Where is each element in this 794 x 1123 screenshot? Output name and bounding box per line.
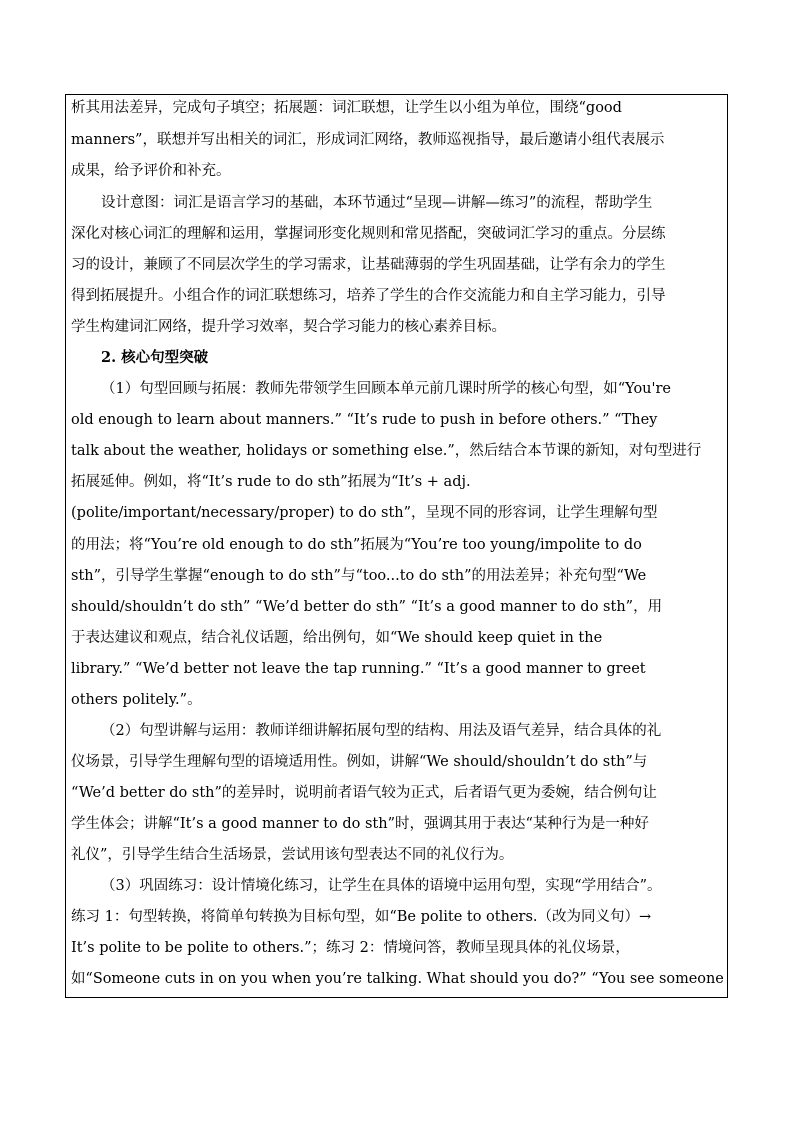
text-line: 深化对核心词汇的理解和运用，掌握词形变化规则和常见搭配，突破词汇学习的重点。分层练 <box>71 226 666 242</box>
text-line: manners”，联想并写出相关的词汇，形成词汇网络，教师巡视指导，最后邀请小组代表展示 <box>71 132 665 148</box>
text-line: 得到拓展提升。小组合作的词汇联想练习，培养了学生的合作交流能力和自主学习能力，引导 <box>71 288 666 304</box>
text-line: 析其用法差异，完成句子填空；拓展题：词汇联想，让学生以小组为单位，围绕“good <box>71 100 622 116</box>
section-heading-core-sentence-patterns: 2. 核心句型突破 <box>101 349 209 366</box>
text-line: “We’d better do sth”的差异时，说明前者语气较为正式，后者语气更为委婉，结合例句让 <box>71 785 657 801</box>
text-line: 成果，给予评价和补充。 <box>71 163 231 179</box>
text-line: talk about the weather, holidays or something else.”，然后结合本节课的新知，对句型进行 <box>71 443 702 459</box>
text-line: (polite/important/necessary/proper) to do sth”，呈现不同的形容词，让学生理解句型 <box>71 505 658 521</box>
text-line: others politely.”。 <box>71 692 202 708</box>
sentence-review-paragraph-line: （1）句型回顾与拓展：教师先带领学生回顾本单元前几课时所学的核心句型，如“You're <box>101 381 672 397</box>
text-line: It’s polite to be polite to others.”；练习 2：情境问答，教师呈现具体的礼仪场景， <box>71 940 630 956</box>
text-line: 仪场景，引导学生理解句型的语境适用性。例如，讲解“We should/shouldn’t do sth”与 <box>71 754 648 770</box>
design-intent-paragraph-line: 设计意图：词汇是语言学习的基础，本环节通过“呈现—讲解—练习”的流程，帮助学生 <box>101 195 653 211</box>
text-line: 如“Someone cuts in on you when you’re talking. What should you do?” “You see someone <box>71 971 724 987</box>
text-line: should/shouldn’t do sth” “We’d better do sth” “It’s a good manner to do sth”，用 <box>71 599 663 615</box>
text-line: 学生体会；讲解“It’s a good manner to do sth”时，强调其用于表达“某种行为是一种好 <box>71 816 649 832</box>
sentence-explanation-paragraph-line: （2）句型讲解与运用：教师详细讲解拓展句型的结构、用法及语气差异，结合具体的礼 <box>101 723 662 739</box>
text-line: 的用法；将“You’re old enough to do sth”拓展为“You’re too young/impolite to do <box>71 537 642 553</box>
text-line: 学生构建词汇网络，提升学习效率，契合学习能力的核心素养目标。 <box>71 319 506 335</box>
text-line: 练习 1：句型转换，将简单句转换为目标句型，如“Be polite to others.（改为同义句）→ <box>71 909 652 925</box>
text-line: old enough to learn about manners.” “It’s rude to push in before others.” “They <box>71 412 658 428</box>
text-line: 于表达建议和观点，结合礼仪话题，给出例句，如“We should keep quiet in the <box>71 630 603 646</box>
text-line: 拓展延伸。例如，将“It’s rude to do sth”拓展为“It’s + adj. <box>71 474 471 490</box>
text-line: library.” “We’d better not leave the tap running.” “It’s a good manner to greet <box>71 661 646 677</box>
text-line: 礼仪”，引导学生结合生活场景，尝试用该句型表达不同的礼仪行为。 <box>71 847 514 863</box>
text-line: 习的设计，兼顾了不同层次学生的学习需求，让基础薄弱的学生巩固基础，让学有余力的学生 <box>71 257 666 273</box>
text-line: sth”，引导学生掌握“enough to do sth”与“too...to do sth”的用法差异；补充句型“We <box>71 568 647 584</box>
practice-paragraph-line: （3）巩固练习：设计情境化练习，让学生在具体的语境中运用句型，实现“学用结合”。 <box>101 878 662 894</box>
